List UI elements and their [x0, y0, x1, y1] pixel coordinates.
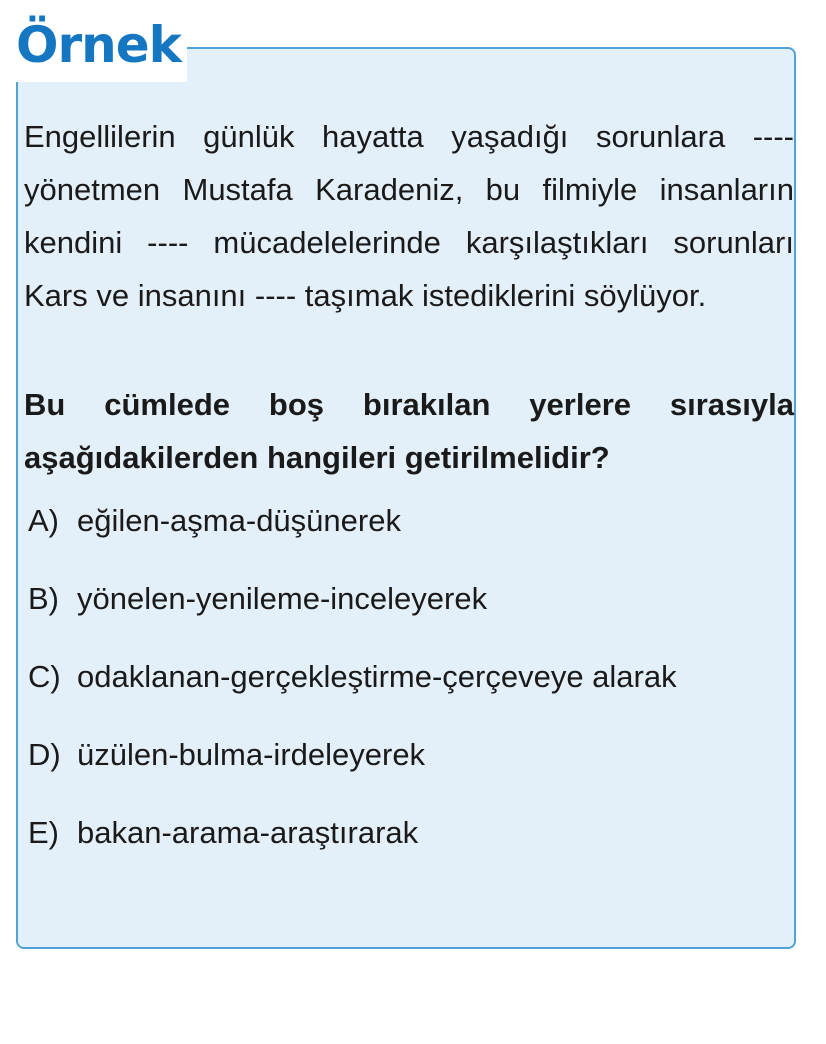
option-d[interactable] [28, 727, 778, 783]
option-d-text: üzülen-bulma-irdeleyerek [77, 737, 426, 772]
title-wrap [10, 10, 187, 82]
option-a[interactable] [28, 493, 778, 549]
option-b-text: yönelen-yenileme-inceleyerek [77, 581, 488, 616]
option-a-letter: A) [28, 503, 59, 538]
example-title: Örnek [16, 16, 181, 74]
option-b-letter: B) [28, 581, 59, 616]
option-c[interactable] [28, 649, 778, 705]
option-e-letter: E) [28, 815, 59, 850]
option-b[interactable] [28, 571, 778, 627]
passage-text: Engellilerin günlük hayatta yaşadığı sorunlara ---- yönetmen Mustafa Karadeniz, bu filmiyle insanların kendini ---- mücadelelerinde karşılaştıkları sorunları Kars ve insanını ---- taşımak istediklerini söylüyor. [24, 119, 794, 313]
option-c-letter: C) [28, 659, 61, 694]
question-text: Bu cümlede boş bırakılan yerlere sırasıyla aşağıdakilerden hangileri getirilmelidir? [24, 387, 794, 475]
option-c-text: odaklanan-gerçekleştirme-çerçeveye alarak [77, 659, 677, 694]
option-d-letter: D) [28, 737, 61, 772]
option-e[interactable] [28, 805, 778, 861]
option-e-text: bakan-arama-araştırarak [77, 815, 419, 850]
option-a-text: eğilen-aşma-düşünerek [77, 503, 401, 538]
answer-options [28, 493, 778, 883]
